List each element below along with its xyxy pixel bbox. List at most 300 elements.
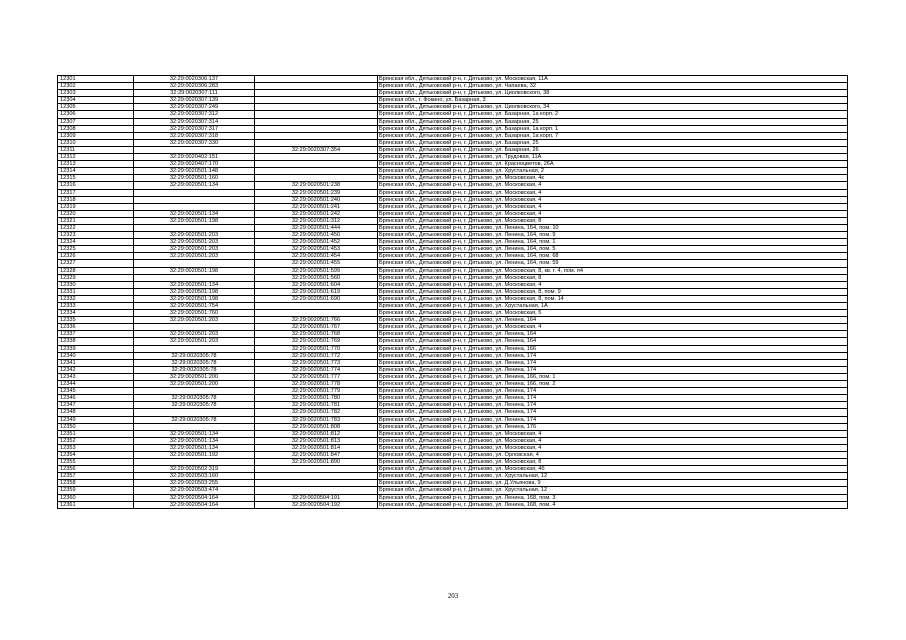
address-cell: Брянская обл., Дятьковский р-н, г. Дятьково, ул. Московская, 8, пом. 14 xyxy=(378,295,848,302)
address-cell: Брянская обл., Дятьковский р-н, г. Дятьково, ул. Ленина, 166, пом. 2 xyxy=(378,381,848,388)
table-row xyxy=(58,373,848,380)
row-number-cell: 12316 xyxy=(58,182,134,189)
object-number-cell: 32:29:0020501:242 xyxy=(255,210,378,217)
address-cell: Брянская обл., Дятьковский р-н, г. Дятьково, ул. Московская, 8 xyxy=(378,217,848,224)
row-number-cell: 12359 xyxy=(58,487,134,494)
table-row xyxy=(58,161,848,168)
address-cell: Брянская обл., Дятьковский р-н, г. Дятьково, ул. Московская, 4 xyxy=(378,196,848,203)
row-number-cell: 12317 xyxy=(58,189,134,196)
address-cell: Брянская обл., Дятьковский р-н, г. Дятьково, ул. Ленина, 164 xyxy=(378,331,848,338)
table-row xyxy=(58,146,848,153)
row-number-cell: 12343 xyxy=(58,373,134,380)
row-number-cell: 12348 xyxy=(58,409,134,416)
address-cell: Брянская обл., Дятьковский р-н, г. Дятьково, ул. Ленина, 176 xyxy=(378,423,848,430)
table-row xyxy=(58,437,848,444)
table-row xyxy=(58,246,848,253)
table-row xyxy=(58,217,848,224)
row-number-cell: 12305 xyxy=(58,104,134,111)
object-number-cell xyxy=(255,466,378,473)
table-row xyxy=(58,274,848,281)
parcel-number-cell: 32:29:0020501:160 xyxy=(134,175,255,182)
table-row xyxy=(58,168,848,175)
parcel-number-cell: 32:29:0020501:203 xyxy=(134,253,255,260)
table-row xyxy=(58,154,848,161)
parcel-number-cell: 32:29:0020307:314 xyxy=(134,118,255,125)
object-number-cell: 32:29:0020501:690 xyxy=(255,295,378,302)
row-number-cell: 12324 xyxy=(58,239,134,246)
parcel-number-cell: 32:29:0020501:134 xyxy=(134,437,255,444)
parcel-number-cell xyxy=(134,459,255,466)
address-cell: Брянская обл., Дятьковский р-н, г. Дятьково, ул. Московская, 4к xyxy=(378,175,848,182)
object-number-cell: 32:29:0020501:769 xyxy=(255,338,378,345)
address-cell: Брянская обл., Дятьковский р-н, г. Дятьково, ул. Московская, 11А xyxy=(378,76,848,83)
parcel-number-cell: 32:29:0020307:330 xyxy=(134,139,255,146)
address-cell: Брянская обл., Дятьковский р-н, г. Дятьково, ул. Базарная, 1а корп. 7 xyxy=(378,132,848,139)
object-number-cell: 32:29:0020501:808 xyxy=(255,423,378,430)
row-number-cell: 12330 xyxy=(58,281,134,288)
parcel-number-cell: 32:29:0020501:134 xyxy=(134,281,255,288)
parcel-number-cell: 32:29:0020305:78 xyxy=(134,416,255,423)
address-cell: Брянская обл., Дятьковский р-н, г. Дятьково, ул. Ленина, 174 xyxy=(378,352,848,359)
table-row xyxy=(58,224,848,231)
row-number-cell: 12309 xyxy=(58,132,134,139)
row-number-cell: 12325 xyxy=(58,246,134,253)
address-cell: Брянская обл., Дятьковский р-н, г. Дятьково, ул. Циолковского, 34 xyxy=(378,104,848,111)
table-row xyxy=(58,288,848,295)
row-number-cell: 12331 xyxy=(58,288,134,295)
address-cell: Брянская обл., Дятьковский р-н, г. Дятьково, ул. Московская, 8 xyxy=(378,274,848,281)
table-row xyxy=(58,388,848,395)
parcel-number-cell: 32:29:0020501:198 xyxy=(134,295,255,302)
address-cell: Брянская обл., Дятьковский р-н, г. Дятьково, ул. Ленина, 174 xyxy=(378,416,848,423)
parcel-number-cell: 32:29:0020305:78 xyxy=(134,402,255,409)
parcel-number-cell: 32:29:0020402:151 xyxy=(134,154,255,161)
object-number-cell: 32:29:0020501:778 xyxy=(255,381,378,388)
parcel-number-cell xyxy=(134,203,255,210)
table-row xyxy=(58,423,848,430)
parcel-number-cell: 32:29:0020501:760 xyxy=(134,310,255,317)
object-number-cell: 32:29:0020501:814 xyxy=(255,444,378,451)
address-cell: Брянская обл., Дятьковский р-н, г. Дятьково, ул. Хрустальная, 12 xyxy=(378,473,848,480)
address-cell: Брянская обл., Дятьковский р-н, г. Дятьково, ул. Ленина, 164 xyxy=(378,317,848,324)
address-cell: Брянская обл., Дятьковский р-н, г. Дятьково, ул. Ленина, 174 xyxy=(378,359,848,366)
parcel-number-cell: 32:29:0020501:203 xyxy=(134,232,255,239)
table-row xyxy=(58,132,848,139)
object-number-cell xyxy=(255,310,378,317)
address-cell: Брянская обл., Дятьковский р-н, г. Дятьково, ул. Чапаева, 32 xyxy=(378,83,848,90)
address-cell: Брянская обл., Дятьковский р-н, г. Дятьково, ул. Московская, 4 xyxy=(378,430,848,437)
row-number-cell: 12339 xyxy=(58,345,134,352)
object-number-cell xyxy=(255,118,378,125)
parcel-number-cell: 32:29:0020501:198 xyxy=(134,288,255,295)
row-number-cell: 12351 xyxy=(58,430,134,437)
parcel-number-cell xyxy=(134,196,255,203)
object-number-cell: 32:29:0020501:773 xyxy=(255,359,378,366)
address-cell: Брянская обл., Дятьковский р-н, г. Дятьково, ул. Базарная, 25 xyxy=(378,139,848,146)
address-cell: Брянская обл., Дятьковский р-н, г. Дятьково, ул. Московская, 4 xyxy=(378,182,848,189)
parcel-number-cell: 32:29:0020307:249 xyxy=(134,104,255,111)
table-row xyxy=(58,83,848,90)
row-number-cell: 12346 xyxy=(58,395,134,402)
address-cell: Брянская обл., Дятьковский р-н, г. Дятьково, ул. Хрустальная, 1А xyxy=(378,303,848,310)
parcel-number-cell: 32:29:0020305:78 xyxy=(134,352,255,359)
row-number-cell: 12334 xyxy=(58,310,134,317)
row-number-cell: 12335 xyxy=(58,317,134,324)
row-number-cell: 12320 xyxy=(58,210,134,217)
parcel-number-cell xyxy=(134,345,255,352)
row-number-cell: 12326 xyxy=(58,253,134,260)
object-number-cell: 32:29:0020501:812 xyxy=(255,430,378,437)
address-cell: Брянская обл., Дятьковский р-н, г. Дятьково, ул. Ленина, 174 xyxy=(378,409,848,416)
object-number-cell xyxy=(255,139,378,146)
row-number-cell: 12303 xyxy=(58,90,134,97)
address-cell: Брянская обл., Дятьковский р-н, г. Дятьково, ул. Д.Ульянова, 9 xyxy=(378,480,848,487)
table-row xyxy=(58,409,848,416)
parcel-number-cell: 32:29:0020306:283 xyxy=(134,83,255,90)
object-number-cell: 32:29:0020501:813 xyxy=(255,437,378,444)
registry-table xyxy=(57,75,848,509)
table-row xyxy=(58,210,848,217)
parcel-number-cell: 32:29:0020305:78 xyxy=(134,395,255,402)
parcel-number-cell: 32:29:0020501:192 xyxy=(134,451,255,458)
address-cell: Брянская обл., Дятьковский р-н, г. Дятьково, ул. Ленина, 164, пом. 59 xyxy=(378,260,848,267)
parcel-number-cell: 32:29:0020306:137 xyxy=(134,76,255,83)
object-number-cell: 32:29:0020501:777 xyxy=(255,373,378,380)
object-number-cell: 32:29:0020501:452 xyxy=(255,239,378,246)
address-cell: Брянская обл., г. Фокино, ул. Базарная, 3 xyxy=(378,97,848,104)
object-number-cell: 32:29:0020501:781 xyxy=(255,402,378,409)
parcel-number-cell xyxy=(134,423,255,430)
row-number-cell: 12322 xyxy=(58,224,134,231)
address-cell: Брянская обл., Дятьковский р-н, г. Дятьково, ул. Ленина, 168, пом. 3 xyxy=(378,494,848,501)
object-number-cell: 32:29:0020501:768 xyxy=(255,331,378,338)
row-number-cell: 12314 xyxy=(58,168,134,175)
table-row xyxy=(58,281,848,288)
address-cell: Брянская обл., Дятьковский р-н, г. Дятьково, ул. Московская, 8 xyxy=(378,459,848,466)
address-cell: Брянская обл., Дятьковский р-н, г. Дятьково, ул. Ленина, 164, пом. 10 xyxy=(378,224,848,231)
object-number-cell xyxy=(255,168,378,175)
row-number-cell: 12302 xyxy=(58,83,134,90)
object-number-cell xyxy=(255,104,378,111)
parcel-number-cell: 32:29:0020501:200 xyxy=(134,381,255,388)
parcel-number-cell: 32:29:0020501:198 xyxy=(134,217,255,224)
table-row xyxy=(58,402,848,409)
parcel-number-cell: 32:29:0020501:198 xyxy=(134,267,255,274)
address-cell: Брянская обл., Дятьковский р-н, г. Дятьково, ул. Московская, 4б xyxy=(378,466,848,473)
row-number-cell: 12310 xyxy=(58,139,134,146)
table-row xyxy=(58,76,848,83)
object-number-cell: 32:29:0020501:779 xyxy=(255,388,378,395)
table-row xyxy=(58,331,848,338)
parcel-number-cell: 32:29:0020307:139 xyxy=(134,97,255,104)
object-number-cell: 32:29:0020501:450 xyxy=(255,232,378,239)
object-number-cell: 32:29:0020501:454 xyxy=(255,253,378,260)
address-cell: Брянская обл., Дятьковский р-н, г. Дятьково, ул. Ленина, 164, пом. 5 xyxy=(378,246,848,253)
row-number-cell: 12337 xyxy=(58,331,134,338)
table-row xyxy=(58,90,848,97)
row-number-cell: 12356 xyxy=(58,466,134,473)
row-number-cell: 12353 xyxy=(58,444,134,451)
table-row xyxy=(58,430,848,437)
parcel-number-cell: 32:29:0020502:319 xyxy=(134,466,255,473)
row-number-cell: 12304 xyxy=(58,97,134,104)
table-row xyxy=(58,111,848,118)
row-number-cell: 12318 xyxy=(58,196,134,203)
table-row xyxy=(58,459,848,466)
object-number-cell: 32:29:0020501:239 xyxy=(255,189,378,196)
row-number-cell: 12333 xyxy=(58,303,134,310)
table-row xyxy=(58,303,848,310)
row-number-cell: 12313 xyxy=(58,161,134,168)
address-cell: Брянская обл., Дятьковский р-н, г. Дятьково, ул. Московская, 8, кв. г. 4, пом. п4 xyxy=(378,267,848,274)
object-number-cell: 32:29:0020501:780 xyxy=(255,395,378,402)
table-row xyxy=(58,487,848,494)
object-number-cell xyxy=(255,90,378,97)
object-number-cell xyxy=(255,97,378,104)
row-number-cell: 12344 xyxy=(58,381,134,388)
address-cell: Брянская обл., Дятьковский р-н, г. Дятьково, ул. Орловская, 4 xyxy=(378,451,848,458)
table-row xyxy=(58,451,848,458)
row-number-cell: 12323 xyxy=(58,232,134,239)
table-row xyxy=(58,175,848,182)
parcel-number-cell: 32:29:0020504:164 xyxy=(134,494,255,501)
object-number-cell xyxy=(255,154,378,161)
table-row xyxy=(58,416,848,423)
row-number-cell: 12360 xyxy=(58,494,134,501)
address-cell: Брянская обл., Дятьковский р-н, г. Дятьково, ул. Ленина, 166 xyxy=(378,345,848,352)
parcel-number-cell: 32:29:0020501:203 xyxy=(134,331,255,338)
address-cell: Брянская обл., Дятьковский р-н, г. Дятьково, ул. Красноцветов, 26А xyxy=(378,161,848,168)
address-cell: Брянская обл., Дятьковский р-н, г. Дятьково, ул. Ленина, 174 xyxy=(378,402,848,409)
table-row xyxy=(58,444,848,451)
row-number-cell: 12312 xyxy=(58,154,134,161)
table-row xyxy=(58,97,848,104)
object-number-cell: 32:29:0020501:890 xyxy=(255,459,378,466)
row-number-cell: 12347 xyxy=(58,402,134,409)
table-row xyxy=(58,473,848,480)
address-cell: Брянская обл., Дятьковский р-н, г. Дятьково, ул. Циолковского, 38 xyxy=(378,90,848,97)
object-number-cell: 32:29:0020504:192 xyxy=(255,501,378,508)
address-cell: Брянская обл., Дятьковский р-н, г. Дятьково, ул. Ленина, 166, пом. 1 xyxy=(378,373,848,380)
parcel-number-cell xyxy=(134,388,255,395)
object-number-cell xyxy=(255,76,378,83)
object-number-cell: 32:29:0020501:238 xyxy=(255,182,378,189)
row-number-cell: 12345 xyxy=(58,388,134,395)
object-number-cell: 32:29:0020501:444 xyxy=(255,224,378,231)
table-row xyxy=(58,338,848,345)
table-row xyxy=(58,366,848,373)
parcel-number-cell: 32:29:0020501:203 xyxy=(134,317,255,324)
object-number-cell: 32:29:0020501:772 xyxy=(255,352,378,359)
parcel-number-cell: 32:29:0020501:134 xyxy=(134,430,255,437)
table-row xyxy=(58,295,848,302)
row-number-cell: 12308 xyxy=(58,125,134,132)
parcel-number-cell: 32:29:0020501:148 xyxy=(134,168,255,175)
object-number-cell: 32:29:0020501:767 xyxy=(255,324,378,331)
table-row xyxy=(58,501,848,508)
parcel-number-cell: 32:29:0020503:255 xyxy=(134,480,255,487)
row-number-cell: 12315 xyxy=(58,175,134,182)
row-number-cell: 12357 xyxy=(58,473,134,480)
table-row xyxy=(58,352,848,359)
object-number-cell: 32:29:0020501:604 xyxy=(255,281,378,288)
parcel-number-cell: 32:29:0020504:164 xyxy=(134,501,255,508)
table-row xyxy=(58,189,848,196)
address-cell: Брянская обл., Дятьковский р-н, г. Дятьково, ул. Ленина, 174 xyxy=(378,395,848,402)
object-number-cell xyxy=(255,480,378,487)
address-cell: Брянская обл., Дятьковский р-н, г. Дятьково, ул. Ленина, 164, пом. 68 xyxy=(378,253,848,260)
table-row xyxy=(58,118,848,125)
object-number-cell xyxy=(255,175,378,182)
table-row xyxy=(58,104,848,111)
table-row xyxy=(58,310,848,317)
parcel-number-cell xyxy=(134,274,255,281)
row-number-cell: 12358 xyxy=(58,480,134,487)
object-number-cell: 32:29:0020501:240 xyxy=(255,196,378,203)
table-row xyxy=(58,260,848,267)
parcel-number-cell: 32:29:0020503:474 xyxy=(134,487,255,494)
row-number-cell: 12355 xyxy=(58,459,134,466)
address-cell: Брянская обл., Дятьковский р-н, г. Дятьково, ул. Базарная, 1а корп. 2 xyxy=(378,111,848,118)
parcel-number-cell: 32:29:0020501:203 xyxy=(134,246,255,253)
table-row xyxy=(58,317,848,324)
table-row xyxy=(58,239,848,246)
parcel-number-cell: 32:29:0020501:203 xyxy=(134,239,255,246)
object-number-cell: 32:29:0020501:599 xyxy=(255,267,378,274)
object-number-cell xyxy=(255,125,378,132)
object-number-cell: 32:29:0020501:312 xyxy=(255,217,378,224)
table-row xyxy=(58,253,848,260)
row-number-cell: 12341 xyxy=(58,359,134,366)
row-number-cell: 12328 xyxy=(58,267,134,274)
page-number: 203 xyxy=(447,592,459,600)
object-number-cell: 32:29:0020501:619 xyxy=(255,288,378,295)
address-cell: Брянская обл., Дятьковский р-н, г. Дятьково, ул. Хрустальная, 2 xyxy=(378,168,848,175)
parcel-number-cell: 32:29:0020307:318 xyxy=(134,132,255,139)
object-number-cell: 32:29:0020501:241 xyxy=(255,203,378,210)
parcel-number-cell: 32:29:0020501:203 xyxy=(134,338,255,345)
row-number-cell: 12301 xyxy=(58,76,134,83)
address-cell: Брянская обл., Дятьковский р-н, г. Дятьково, ул. Хрустальная, 12 xyxy=(378,487,848,494)
address-cell: Брянская обл., Дятьковский р-н, г. Дятьково, ул. Московская, 4 xyxy=(378,324,848,331)
row-number-cell: 12349 xyxy=(58,416,134,423)
parcel-number-cell xyxy=(134,260,255,267)
parcel-number-cell: 32:29:0020501:754 xyxy=(134,303,255,310)
table-row xyxy=(58,267,848,274)
address-cell: Брянская обл., Дятьковский р-н, г. Дятьково, ул. Базарная, 1а корп. 1 xyxy=(378,125,848,132)
parcel-number-cell xyxy=(134,409,255,416)
table-row xyxy=(58,139,848,146)
row-number-cell: 12361 xyxy=(58,501,134,508)
parcel-number-cell xyxy=(134,224,255,231)
table-row xyxy=(58,381,848,388)
address-cell: Брянская обл., Дятьковский р-н, г. Дятьково, ул. Трудовая, 11А xyxy=(378,154,848,161)
object-number-cell: 32:29:0020501:774 xyxy=(255,366,378,373)
address-cell: Брянская обл., Дятьковский р-н, г. Дятьково, ул. Базарная, 25 xyxy=(378,118,848,125)
object-number-cell: 32:29:0020504:191 xyxy=(255,494,378,501)
row-number-cell: 12327 xyxy=(58,260,134,267)
object-number-cell: 32:29:0020501:783 xyxy=(255,416,378,423)
row-number-cell: 12332 xyxy=(58,295,134,302)
parcel-number-cell xyxy=(134,189,255,196)
object-number-cell xyxy=(255,111,378,118)
object-number-cell xyxy=(255,487,378,494)
table-row xyxy=(58,466,848,473)
table-row xyxy=(58,182,848,189)
table-row xyxy=(58,395,848,402)
address-cell: Брянская обл., Дятьковский р-н, г. Дятьково, ул. Ленина, 164 xyxy=(378,338,848,345)
address-cell: Брянская обл., Дятьковский р-н, г. Дятьково, ул. Ленина, 174 xyxy=(378,388,848,395)
parcel-number-cell: 32:29:0020305:78 xyxy=(134,366,255,373)
row-number-cell: 12321 xyxy=(58,217,134,224)
row-number-cell: 12336 xyxy=(58,324,134,331)
registry-table-body xyxy=(58,76,848,509)
parcel-number-cell: 32:29:0020501:134 xyxy=(134,182,255,189)
registry-sheet xyxy=(57,75,847,509)
parcel-number-cell: 32:29:0020503:160 xyxy=(134,473,255,480)
parcel-number-cell xyxy=(134,324,255,331)
address-cell: Брянская обл., Дятьковский р-н, г. Дятьково, ул. Московская, 4 xyxy=(378,189,848,196)
address-cell: Брянская обл., Дятьковский р-н, г. Дятьково, ул. Ленина, 168, пом. 4 xyxy=(378,501,848,508)
row-number-cell: 12329 xyxy=(58,274,134,281)
table-row xyxy=(58,203,848,210)
row-number-cell: 12307 xyxy=(58,118,134,125)
row-number-cell: 12319 xyxy=(58,203,134,210)
parcel-number-cell: 32:29:0020307:111 xyxy=(134,90,255,97)
parcel-number-cell: 32:29:0020307:317 xyxy=(134,125,255,132)
table-row xyxy=(58,196,848,203)
object-number-cell: 32:29:0020501:770 xyxy=(255,345,378,352)
address-cell: Брянская обл., Дятьковский р-н, г. Дятьково, ул. Ленина, 164, пом. 9 xyxy=(378,232,848,239)
parcel-number-cell: 32:29:0020501:200 xyxy=(134,373,255,380)
object-number-cell: 32:29:0020501:782 xyxy=(255,409,378,416)
parcel-number-cell xyxy=(134,146,255,153)
parcel-number-cell: 32:29:0020407:170 xyxy=(134,161,255,168)
address-cell: Брянская обл., Дятьковский р-н, г. Дятьково, ул. Московская, 4 xyxy=(378,437,848,444)
parcel-number-cell: 32:29:0020501:134 xyxy=(134,444,255,451)
table-row xyxy=(58,125,848,132)
table-row xyxy=(58,494,848,501)
row-number-cell: 12340 xyxy=(58,352,134,359)
object-number-cell xyxy=(255,83,378,90)
address-cell: Брянская обл., Дятьковский р-н, г. Дятьково, ул. Московская, 8, пом. 9 xyxy=(378,288,848,295)
address-cell: Брянская обл., Дятьковский р-н, г. Дятьково, ул. Московская, 4 xyxy=(378,281,848,288)
table-row xyxy=(58,359,848,366)
row-number-cell: 12350 xyxy=(58,423,134,430)
row-number-cell: 12311 xyxy=(58,146,134,153)
address-cell: Брянская обл., Дятьковский р-н, г. Дятьково, ул. Ленина, 174 xyxy=(378,366,848,373)
parcel-number-cell: 32:29:0020501:134 xyxy=(134,210,255,217)
row-number-cell: 12338 xyxy=(58,338,134,345)
table-row xyxy=(58,324,848,331)
address-cell: Брянская обл., Дятьковский р-н, г. Дятьково, ул. Московская, 4 xyxy=(378,444,848,451)
object-number-cell: 32:29:0020501:766 xyxy=(255,317,378,324)
address-cell: Брянская обл., Дятьковский р-н, г. Дятьково, ул. Ленина, 164, пом. 1 xyxy=(378,239,848,246)
table-row xyxy=(58,480,848,487)
row-number-cell: 12306 xyxy=(58,111,134,118)
object-number-cell xyxy=(255,132,378,139)
row-number-cell: 12354 xyxy=(58,451,134,458)
table-row xyxy=(58,232,848,239)
object-number-cell: 32:29:0020501:560 xyxy=(255,274,378,281)
address-cell: Брянская обл., Дятьковский р-н, г. Дятьково, ул. Московская, 4 xyxy=(378,203,848,210)
object-number-cell xyxy=(255,161,378,168)
object-number-cell xyxy=(255,303,378,310)
address-cell: Брянская обл., Дятьковский р-н, г. Дятьково, ул. Московская, 4 xyxy=(378,210,848,217)
object-number-cell: 32:29:0020501:847 xyxy=(255,451,378,458)
row-number-cell: 12352 xyxy=(58,437,134,444)
object-number-cell: 32:29:0020307:354 xyxy=(255,146,378,153)
